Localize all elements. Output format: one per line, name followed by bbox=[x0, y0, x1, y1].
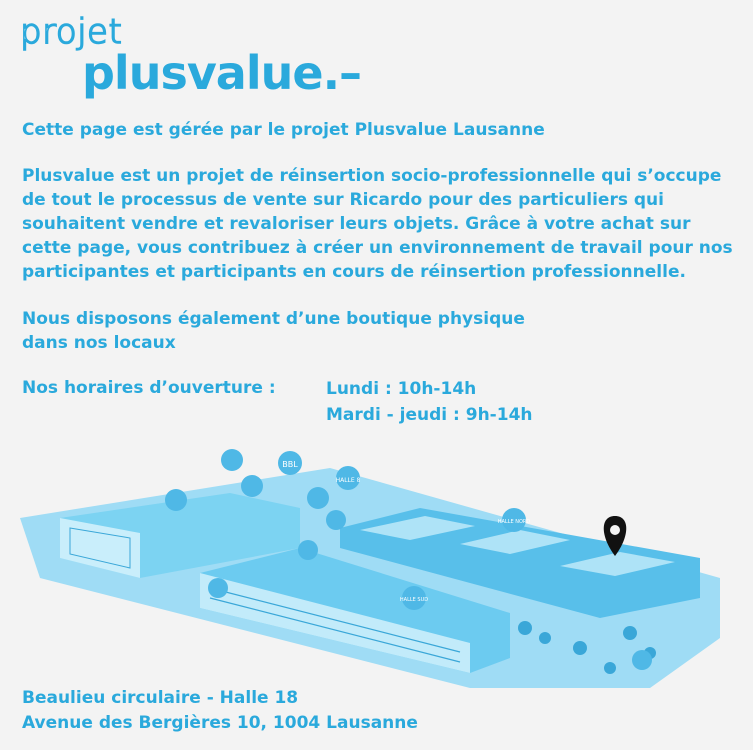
hours-label: Nos horaires d’ouverture : bbox=[22, 378, 276, 398]
hours-line-tue-thu: Mardi - jeudi : 9h-14h bbox=[326, 405, 533, 425]
address-line-1: Beaulieu circulaire - Halle 18 bbox=[22, 688, 299, 708]
logo-text-plusvalue: plusvalue.– bbox=[82, 46, 362, 100]
svg-text:HALLE NORD: HALLE NORD bbox=[497, 519, 531, 525]
svg-text:HALLE 8: HALLE 8 bbox=[335, 477, 361, 484]
svg-text:BBL: BBL bbox=[282, 460, 298, 469]
address-line-2: Avenue des Bergières 10, 1004 Lausanne bbox=[22, 713, 418, 733]
intro-text: Cette page est gérée par le projet Plusvalue Lausanne bbox=[22, 120, 545, 140]
campus-map-illustration bbox=[0, 438, 753, 688]
description-text: Plusvalue est un projet de réinsertion socio-professionnelle qui s’occupe de tout le processus de vente sur Ricardo pour des particuliers qui souhaitent vendre et revaloriser leurs objets. Grâce à votre achat sur cette page, vous contribuez à créer un environnement de travail pour nos participantes et participants en cours de réinsertion professionnelle. bbox=[22, 166, 733, 282]
plusvalue-logo bbox=[20, 12, 362, 100]
map-pin-bbl bbox=[278, 451, 302, 475]
svg-text:HALLE SUD: HALLE SUD bbox=[399, 597, 429, 603]
logo-text-projet: projet bbox=[20, 12, 123, 52]
hours-list bbox=[326, 376, 533, 428]
shop-text: Nous disposons également d’une boutique physique dans nos locaux bbox=[22, 309, 525, 353]
hours-line-monday: Lundi : 10h-14h bbox=[326, 379, 477, 399]
